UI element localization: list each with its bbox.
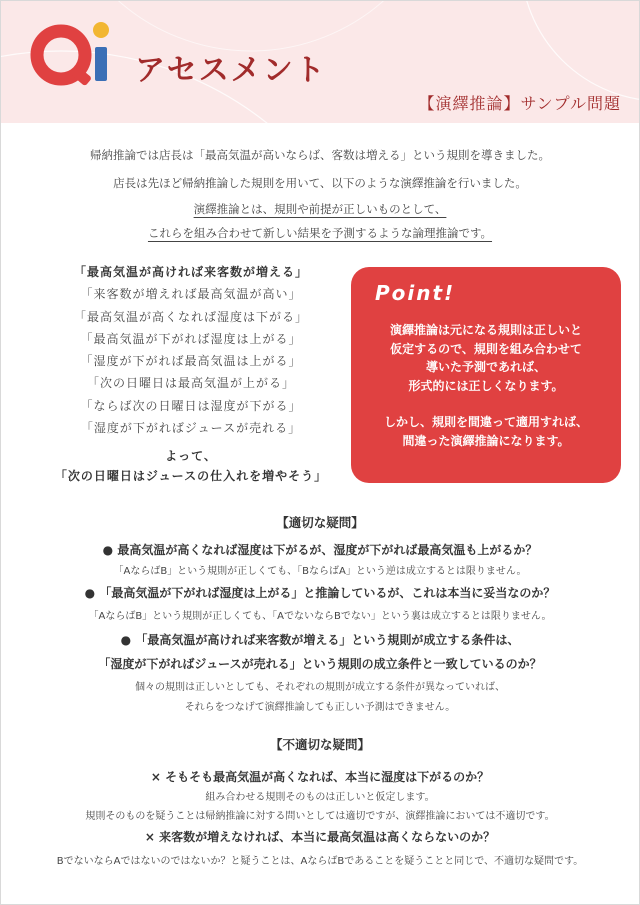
- point-line: 導いた予測であれば、: [425, 360, 546, 374]
- question-description: 「AならばB」という規則が正しくても、「AでないならBでない」という裏は成立するとは限りません。: [88, 611, 552, 622]
- rule-item: 「ならば次の日曜日は湿度が下がる」: [80, 398, 302, 413]
- point-line: 演繹推論は元になる規則は正しいと: [389, 323, 582, 337]
- rule-item: 「湿度が下がれば最高気温は上がる」: [80, 354, 302, 369]
- rule-item: 「次の日曜日は最高気温が上がる」: [86, 376, 295, 391]
- qi-logo: [29, 19, 124, 94]
- rule-item: 「最高気温が高ければ来客数が増える」: [73, 265, 308, 279]
- question-heading: ● 「最高気温が高ければ来客数が増える」という規則が成立する条件は、: [120, 633, 520, 647]
- rule-item: 「最高気温が下がれば湿度は上がる」: [80, 331, 302, 346]
- intro-line: 店長は先ほど帰納推論した規則を用いて、以下のような演繹推論を行いました。: [113, 176, 527, 190]
- page-subtitle: 【演繹推論】サンプル問題: [418, 94, 621, 113]
- rule-item: 「湿度が下がればジュースが売れる」: [80, 421, 302, 436]
- point-title: Point!: [375, 281, 456, 305]
- point-line: 仮定するので、規則を組み合わせて: [390, 341, 582, 356]
- question-description: 組み合わせる規則そのものは正しいと仮定します。: [205, 792, 435, 803]
- intro: [1, 147, 639, 249]
- point-line: 形式的には正しくなります。: [408, 378, 564, 393]
- question-heading: × 来客数が増えなければ、本当に最高気温は高くならないのか？: [144, 830, 496, 844]
- question-heading: 「湿度が下がればジュースが売れる」という規則の成立条件と一致しているのか？: [98, 657, 542, 671]
- conclusion-text: 「次の日曜日はジュースの仕入れを増やそう」: [54, 469, 328, 484]
- header: [1, 1, 639, 123]
- question-description: 個々の規則は正しいとしても、それぞれの規則が成立する条件が異なっていれば、: [135, 682, 505, 693]
- reasoning-chain: [41, 263, 341, 487]
- question-heading: × そもそも最高気温が高くなれば、本当に湿度は下がるのか？: [150, 770, 490, 784]
- question-description: 規則そのものを疑うことは帰納推論に対する問いとしては適切ですが、演繹推論においては不適切です。: [85, 811, 555, 822]
- brand-title: アセスメント: [135, 53, 327, 88]
- question-description: BでないならAではないのではないか？と疑うことは、AならばBであることを疑うことと同じで、不適切な疑問です。: [56, 856, 584, 867]
- question-heading: ● 「最高気温が下がれば湿度は上がる」と推論しているが、これは本当に妥当なのか？: [84, 586, 556, 600]
- inappropriate-section-title: 【不適切な疑問】: [269, 737, 370, 752]
- point-box: [351, 267, 621, 483]
- point-line: 間違った演繹推論になります。: [402, 433, 570, 448]
- point-body: [351, 321, 621, 450]
- definition-line: 演繹推論とは、規則や前提が正しいものとして、: [193, 202, 447, 216]
- question-heading: ● 最高気温が高くなれば湿度は下がるが、湿度が下がれば最高気温も上がるか？: [102, 543, 538, 557]
- intro-line: 帰納推論では店長は「最高気温が高いならば、客数は増える」という規則を導きました。: [90, 148, 550, 162]
- appropriate-section-title: 【適切な疑問】: [276, 515, 364, 530]
- therefore-text: よって、: [165, 449, 217, 464]
- question-description: 「AならばB」という規則が正しくても、「BならばA」という逆は成立するとは限りません。: [113, 566, 527, 577]
- rule-item: 「来客数が増えれば最高気温が高い」: [80, 287, 302, 302]
- rule-item: 「最高気温が高くなれば湿度は下がる」: [73, 309, 308, 324]
- point-line: しかし、規則を間違って適用すれば、: [383, 415, 588, 429]
- definition-line: これらを組み合わせて新しい結果を予測するような論理推論です。: [147, 226, 493, 240]
- question-description: それらをつなげて演繹推論しても正しい予測はできません。: [184, 702, 456, 713]
